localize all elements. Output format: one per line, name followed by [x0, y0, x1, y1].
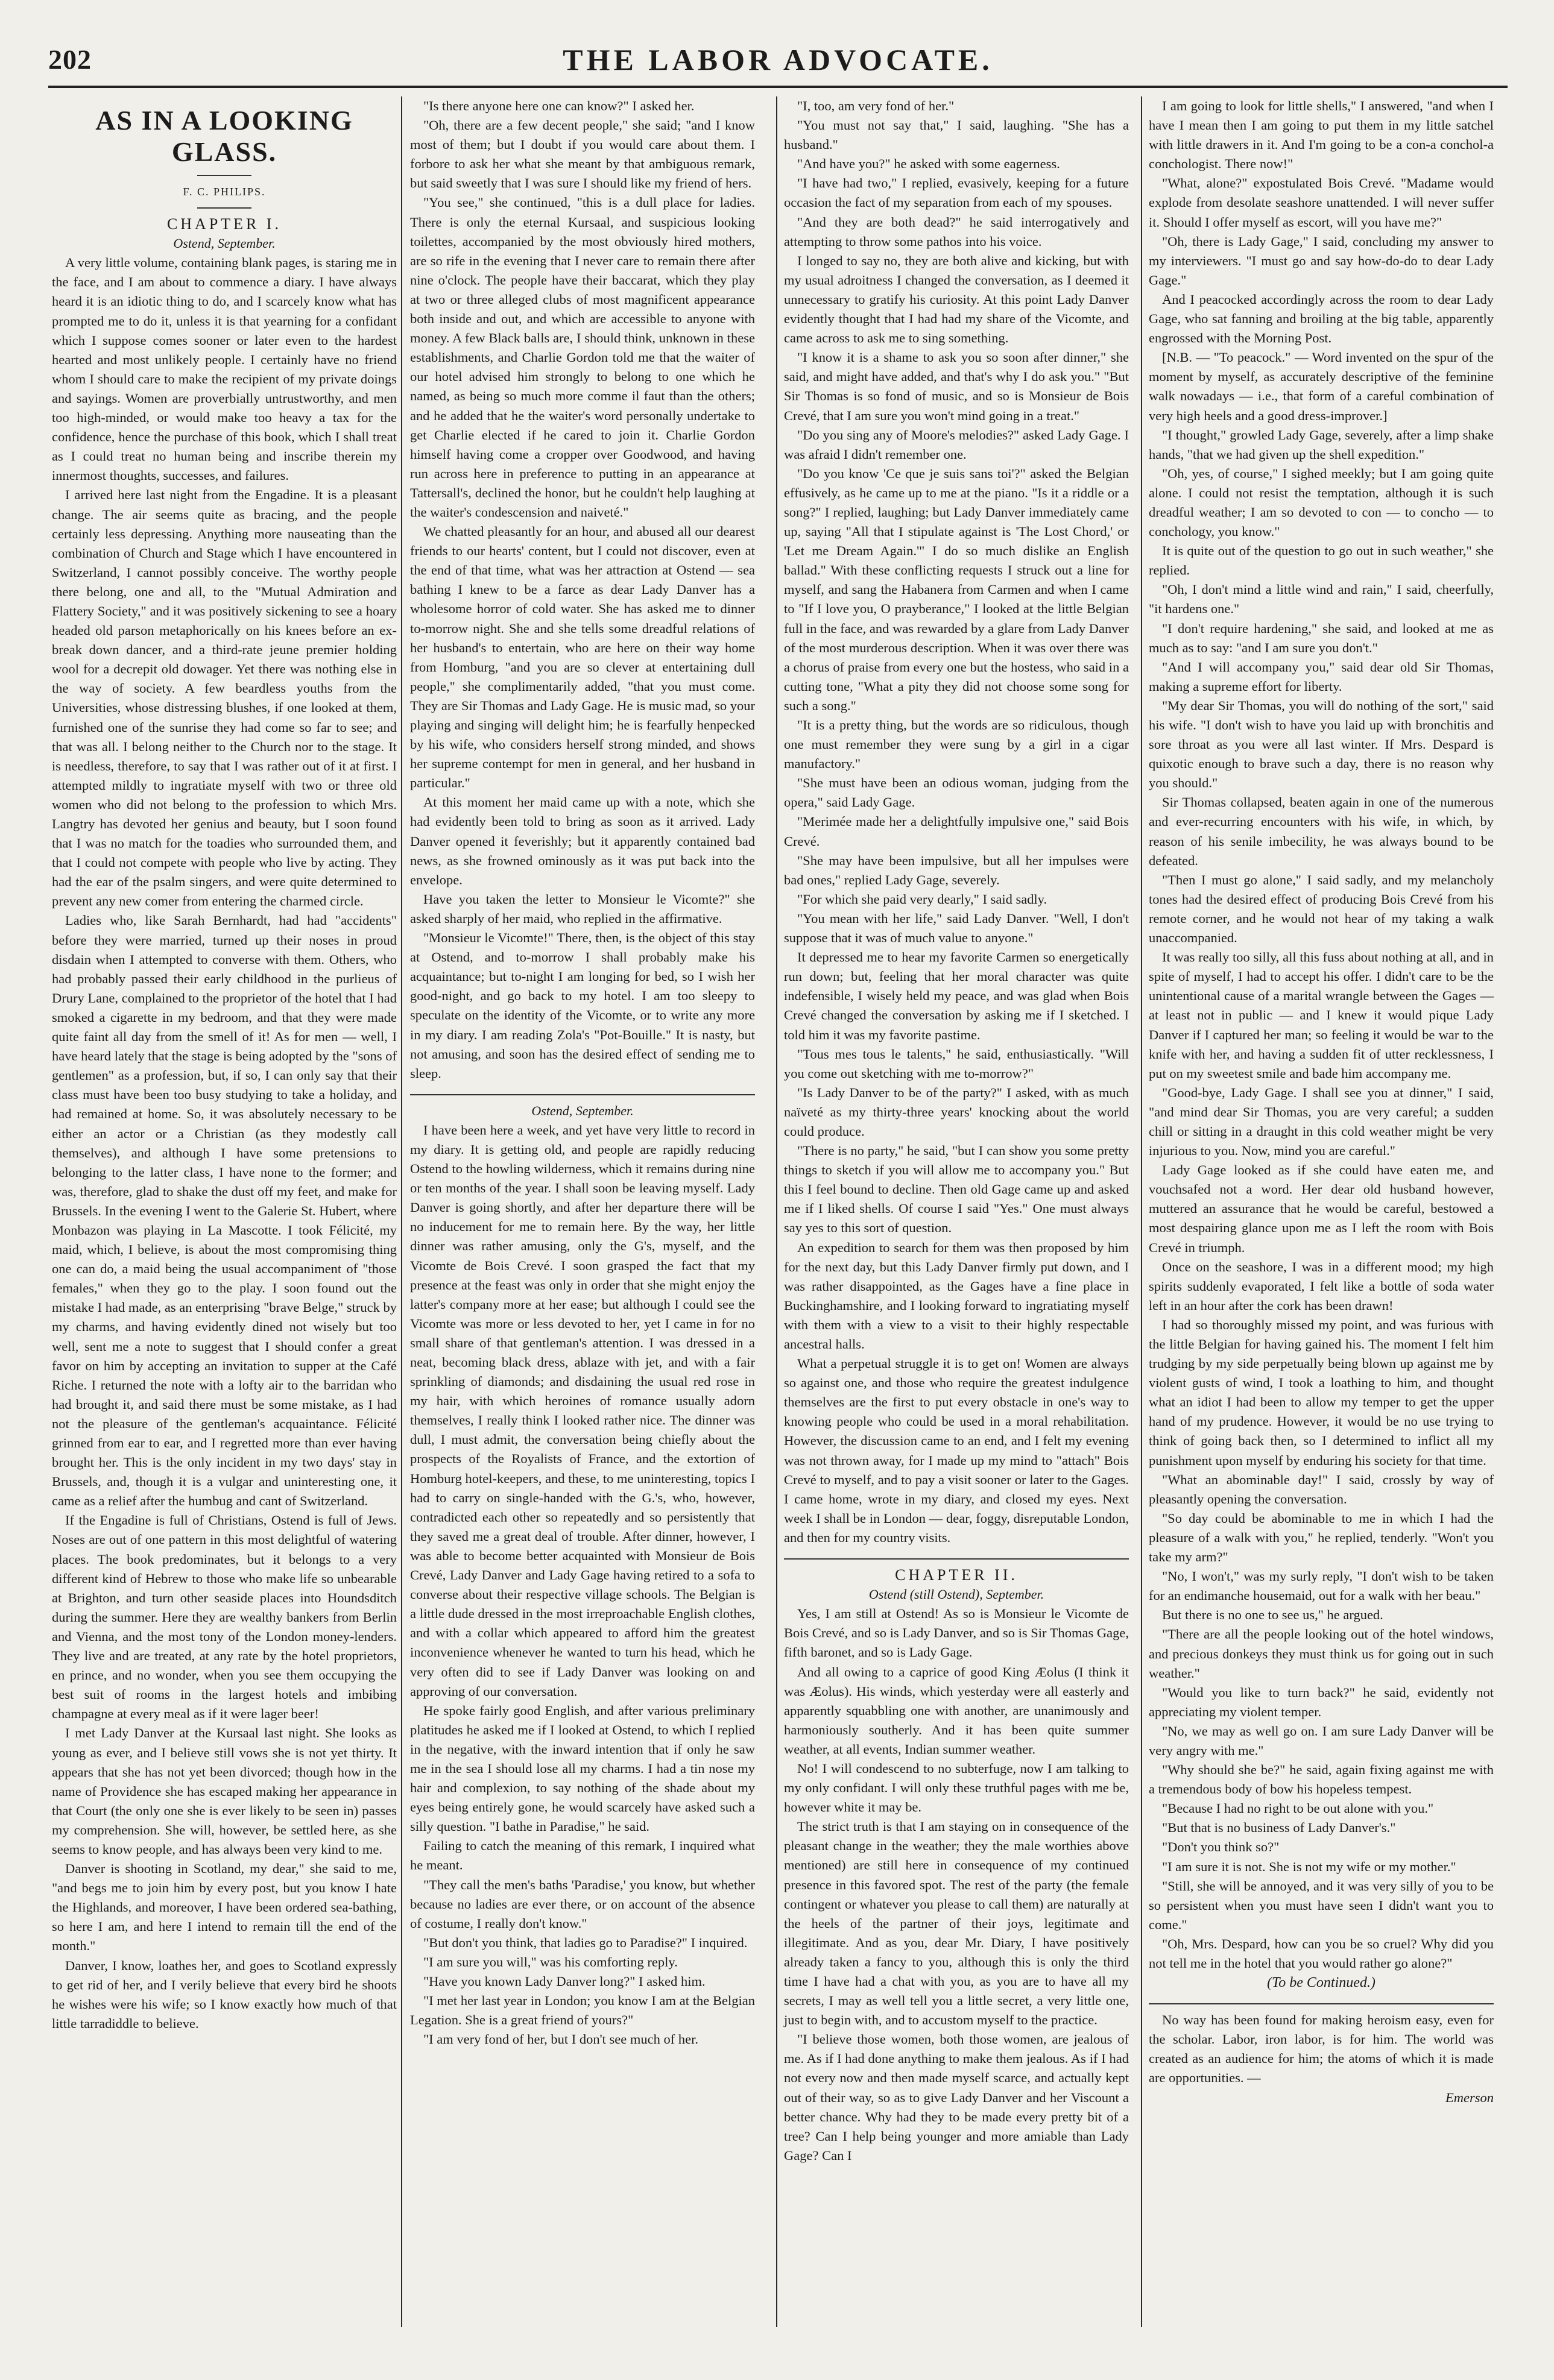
paragraph: And I peacocked accordingly across the room to dear Lady Gage, who sat fanning and broiling at the big table, apparently engrossed with the Morning Post.	[1149, 291, 1494, 346]
paragraph: "So day could be abominable to me in which I had the pleasure of a walk with you," he replied, tenderly. "Won't you take my arm?"	[1149, 1510, 1494, 1565]
paragraph: "I know it is a shame to ask you so soon after dinner," she said, and might have added, and that's why I do ask you." "But Sir Thomas is so fond of music, and so is Monsieur de Bois Crevé, that I am sure you won't mind going in a treat."	[784, 350, 1129, 423]
paragraph: "You must not say that," I said, laughing. "She has a husband."	[784, 118, 1129, 153]
column-divider	[401, 96, 402, 2327]
column-1	[52, 96, 397, 2033]
paragraph: Lady Gage looked as if she could have eaten me, and vouchsafed not a word. Her dear old husband however, muttered an assurance that he would be careful, bestowed a most despairing glance upon me as I left the room with Bois Crevé in triumph.	[1149, 1162, 1494, 1255]
paragraph: "What, alone?" expostulated Bois Crevé. "Madame would explode from desolate seashore unattended. I will never suffer it. Should I offer myself as escort, will you have me?"	[1149, 175, 1494, 230]
paragraph: "You mean with her life," said Lady Danver. "Well, I don't suppose that it was of much value to anyone."	[784, 910, 1129, 946]
paragraph: "I am sure it is not. She is not my wife or my mother."	[1162, 1859, 1456, 1874]
byline-rule	[197, 207, 251, 209]
paragraph: "I met her last year in London; you know I am at the Belgian Legation. She is a great friend of yours?"	[410, 1993, 755, 2028]
paragraph: "Would you like to turn back?" he said, evidently not appreciating my violent temper.	[1149, 1684, 1494, 1719]
paragraph: "She must have been an odious woman, judging from the opera," said Lady Gage.	[784, 775, 1129, 810]
paragraph: "I believe those women, both those women, are jealous of me. As if I had done anything to make them jealous. As if I had not every now and then made myself scarce, and actually kept out of their way, so as to give Lady Danver and her Viscount a better chance. Why had they to be made every pretty bit of a tree? Can I help being younger and more amiable than Lady Gage? Can I	[784, 2032, 1129, 2163]
paragraph: "No, I won't," was my surly reply, "I don't wish to be taken for an endimanche housemaid, out for a walk with her beau."	[1149, 1569, 1494, 1604]
paragraph: "They call the men's baths 'Paradise,' you know, but whether because no ladies are ever there, or on account of the absence of costume, I really don't know."	[410, 1877, 755, 1931]
column-3	[784, 96, 1129, 2165]
title-rule	[197, 175, 251, 176]
paragraph: "I thought," growled Lady Gage, severely, after a limp shake hands, "that we had given up the shell expedition."	[1149, 427, 1494, 462]
paragraph: [N.B. — "To peacock." — Word invented on the spur of the moment by myself, as accurately descriptive of the feminine walk nowadays — i.e., that form of a careful combination of very high heels and a good dress-improver.]	[1149, 350, 1494, 423]
paragraph: It was really too silly, all this fuss about nothing at all, and in spite of myself, I had to accept his offer. I didn't care to be the unintentional cause of a marital wrangle between the Gages — at least not in public — and I knew it would pique Lady Danver if I captured her man; so feeling it would be war to the knife with her, and having a sudden fit of utter recklessness, I put on my sweetest smile and bade him accompany me.	[1149, 949, 1494, 1081]
paragraph: "Don't you think so?"	[1162, 1839, 1280, 1855]
paragraph: Failing to catch the meaning of this remark, I inquired what he meant.	[410, 1838, 755, 1873]
paragraph: "Is there anyone here one can know?" I asked her.	[423, 98, 695, 113]
paragraph: A very little volume, containing blank pages, is staring me in the face, and I am about to commence a diary. I have always heard it is an idiotic thing to do, and I scarcely know what has prompted me to do it, unless it is that yearning for a confidant which I suppose comes sooner or later even to the hardest hearted and most unlikely people. I certainly have no friend whom I should care to make the recipient of my private doings and sayings. Women are proverbially untrustworthy, and men too high-minded, or would make too heavy a tax for the confidence, hence the purchase of this book, which I shall treat as I could treat no human being and inscribe therein my innermost thoughts, successes, and failures.	[52, 255, 397, 483]
quote-paragraph: No way has been found for making heroism easy, even for the scholar. Labor, iron labor, is for him. The world was created as an audience for him; the atoms of which it is made are opportunities. —	[1149, 2012, 1494, 2086]
dateline: Ostend, September.	[531, 1103, 634, 1118]
paragraph: It depressed me to hear my favorite Carmen so energetically run down; but, feeling that her moral character was quite indefensible, I wisely held my peace, and was glad when Bois Crevé changed the conversation by asking me if I sketched. I told him it was my favorite pastime.	[784, 949, 1129, 1042]
paragraph: An expedition to search for them was then proposed by him for the next day, but this Lady Danver firmly put down, and I was rather disappointed, as the Gages have a fine place in Buckinghamshire, and I looking forward to ingratiating myself with them with a view to a visit to their highly respectable ancestral halls.	[784, 1239, 1129, 1352]
paragraph: "Oh, Mrs. Despard, how can you be so cruel? Why did you not tell me in the hotel that you would rather go alone?"	[1149, 1936, 1494, 1971]
paragraph: "I am sure you will," was his comforting reply.	[423, 1954, 678, 1969]
paragraph: "And have you?" he asked with some eagerness.	[797, 156, 1060, 172]
paragraph: Danver, I know, loathes her, and goes to Scotland expressly to get rid of her, and I verily believe that every bird he shoots he wishes were his wife; so I know exactly how much of that little tarradiddle to believe.	[52, 1957, 397, 2031]
column-divider	[1141, 96, 1142, 2327]
paragraph: But there is no one to see us," he argued.	[1162, 1607, 1383, 1623]
paragraph: "I don't require hardening," she said, and looked at me as much as to say: "and I am sure you don't."	[1149, 620, 1494, 655]
paragraph: It is quite out of the question to go out in such weather," she replied.	[1149, 543, 1494, 578]
paragraph: "Then I must go alone," I said sadly, and my melancholy tones had the desired effect of producing Bois Crevé from his remote corner, and he would not hear of my taking a walk unaccompanied.	[1149, 872, 1494, 946]
paragraph: "Tous mes tous le talents," he said, enthusiastically. "Will you come out sketching with me to-morrow?"	[784, 1046, 1129, 1081]
paragraph: What a perpetual struggle it is to get on! Women are always so against one, and those who require the greatest indulgence themselves are the first to put every obstacle in one's way to knowing people who could be used in a moral rehabilitation. However, the discussion came to an end, and I felt my evening was not thrown away, for I made up my mind to "attach" Bois Crevé to myself, and to pay a visit sooner or later to the Gages. I came home, wrote in my diary, and closed my eyes. Next week I shall be in London — dear, foggy, disreputable London, and then for my country visits.	[784, 1356, 1129, 1545]
paragraph: I arrived here last night from the Engadine. It is a pleasant change. The air seems quite as bracing, and the people certainly less depressing. Anything more nauseating than the combination of Church and Stage which I have encountered in Switzerland, I cannot possibly conceive. The worthy people there belong, one and all, to the "Mutual Admiration and Flattery Society," and it was positively sickening to see a hoary headed old parson metaphorically on his knees before an ex-break down dancer, and a third-rate jeune premier holding wool for a decrepit old dowager. Yet there was nothing else in the way of society. A few beardless youths from the Universities, whose distressing blushes, if one looked at them, furnished one of the sunrise they had come so far to see; and that was all. I belong neither to the Church nor to the stage. It is needless, therefore, to say that I was rather out of it at first. I attempted mildly to ingratiate myself with two or three old women who did not belong to the profession to which Mrs. Langtry has devoted her genius and beauty, but I soon found that I was no match for the toadies who surrounded them, and that I could not compete with people who live by acting. They had the ear of the psalm singers, and were quite determined to prevent any new comer from entering the charmed circle.	[52, 487, 397, 909]
dateline: Ostend, September.	[173, 236, 276, 251]
paragraph: "Merimée made her a delightfully impulsive one," said Bois Crevé.	[784, 814, 1129, 849]
section-rule	[1149, 2003, 1494, 2004]
paragraph: "And I will accompany you," said dear old Sir Thomas, making a supreme effort for liberty.	[1149, 659, 1494, 694]
section-rule	[410, 1094, 755, 1095]
paragraph: "Oh, there are a few decent people," she said; "and I know most of them; but I doubt if you would care about them. I forbore to ask her what she meant by that ambiguous remark, but said sweetly that I was sure I should like my friend of hers.	[410, 118, 755, 191]
paragraph: "Do you know 'Ce que je suis sans toi'?" asked the Belgian effusively, as he came up to me at the piano. "Is it a riddle or a song?" I replied, laughing; but Lady Danver immediately came up, saying "All that I stipulate against is 'The Lost Chord,' or 'Let me Dream Again.'" I do so much dislike an English ballad." With these conflicting requests I struck out a line for myself, and sang the Habanera from Carmen and when I came to "If I love you, O prayberance," I looked at the little Belgian full in the face, and was rewarded by a glare from Lady Danver of the most murderous description. When it was over there was a chorus of praise from every one but the hostess, who said in a cutting tone, "What a pity they did not choose some song for such a song."	[784, 465, 1129, 713]
paragraph: Ladies who, like Sarah Bernhardt, had had "accidents" before they were married, turned up their noses in proud disdain when I attempted to converse with them. Others, who had probably passed their early childhood in the purlieus of Drury Lane, complained to the proprietor of the hotel that I had smoked a cigarette in my bedroom, and that they were made quite faint all day from the smell of it! As for men — well, I have heard lately that the stage is being adopted by the "sons of gentlemen" as a profession, but, if so, I can only say that their class must have been too busy studying to take a holiday, and had remained at home. So, it was absolutely necessary to be either an actor or a Christian (as they modestly call themselves), and although I have some pretensions to belonging to the latter class, I have none to the former; and was, therefore, glad to shake the dust off my feet, and make for Brussels. In the evening I went to the Galerie St. Hubert, where Monbazon was playing in La Mascotte. I took Félicité, my maid, which, I believe, is about the most compromising thing one can do, a maid being the usual accompaniment of "those females," when they go to the play. I soon found out the mistake I had made, as an enterprising "brave Belge," struck by my charms, and having evidently dined not wisely but too well, sent me a note to suggest that I should confer a great favor on him by accepting an invitation to supper at the Café Riche. I returned the note with a lofty air to the barridan who had brought it, and said there must be some mistake, as I had not the pleasure of the gentleman's acquaintance. Félicité grinned from ear to ear, and I regretted more than ever having brought her. This is the only incident in my two days' stay in Brussels, and, though it is a vulgar and uninteresting one, it came as a relief after the humbug and cant of Switzerland.	[52, 913, 397, 1509]
paragraph: I have been here a week, and yet have very little to record in my diary. It is getting old, and people are rapidly reducing Ostend to the howling wilderness, which it remains during nine or ten months of the year. I shall soon be leaving myself. Lady Danver is going shortly, and after her departure there will be no inducement for me to remain here. By the way, her little dinner was rather amusing, only the G's, myself, and the Vicomte de Bois Crevé. I soon grasped the fact that my presence at the feast was only in order that she might enjoy the latter's company more at her ease; but although I could see the Vicomte was more or less devoted to her, yet I came in for no small share of that gentleman's attention. I was dressed in a neat, becoming black dress, ablaze with jet, and with a fair sprinkling of diamonds; and disdaining the usual red rose in my hair, with which heroines of romance usually adorn themselves, I really think I looked rather nice. The dinner was dull, I must admit, the conversation being chiefly about the prospects of the Royalists of France, and the extortion of Homburg hotel-keepers, and these, to me uninteresting, topics I had to carry on single-handed with the G.'s, who, however, contradicted each other so repeatedly and so persistently that they saved me a great deal of trouble. After dinner, however, I was able to become better acquainted with Monsieur de Bois Crevé, Lady Danver and Lady Gage having retired to a sofa to converse about their respective village schools. The Belgian is a little dude dressed in the most irreproachable English clothes, and with a collar which appeared to afford him the greatest inconvenience whenever he wanted to turn his head, which he very often did to see if Lady Danver was looking on and approving of our conversation.	[410, 1122, 755, 1699]
paragraph: No! I will condescend to no subterfuge, now I am talking to my only confidant. I will only these truthful pages with me be, however white it may be.	[784, 1760, 1129, 1815]
paragraph: "Oh, yes, of course," I sighed meekly; but I am going quite alone. I could not resist the temptation, although it is such dreadful weather; I am so devoted to con — to concho — to conchology, you know."	[1149, 465, 1494, 540]
paragraph: "Is Lady Danver to be of the party?" I asked, with as much naïveté as my thirty-three years' knocking about the world could produce.	[784, 1085, 1129, 1139]
paragraph: "I, too, am very fond of her."	[797, 98, 955, 113]
chapter-heading: CHAPTER I.	[166, 215, 282, 233]
paragraph: "There is no party," he said, "but I can show you some pretty things to sketch if you will allow me to accompany you." But this I feel bound to decline. Then old Gage came up and asked me if I liked shells. Of course I said "Yes." One must always say yes to this sort of question.	[784, 1143, 1129, 1236]
column-4	[1149, 96, 1494, 2108]
paragraph: The strict truth is that I am staying on in consequence of the pleasant change in the weather; they the male worthies above mentioned) are still here in consequence of my continued presence in this favored spot. The rest of the party (the female contingent or whatever you please to call them) are naturally at the heels of the partner of their joys, legitimate and illegitimate. And as you, dear Mr. Diary, I have positively already taken a fancy to you, although this is only the third time I have had a chat with you, as you are to have all my secrets, I may as well tell you a little secret, a very little one, just to begin with, and to accustom myself to the practice.	[784, 1819, 1129, 2028]
paragraph: Danver is shooting in Scotland, my dear," she said to me, "and begs me to join him by every post, but you know I hate the Highlands, and moreover, I have been ordered sea-bathing, so here I am, and here I intend to remain till the end of the month."	[52, 1861, 397, 1954]
paragraph: "Oh, there is Lady Gage," I said, concluding my answer to my interviewers. "I must go and say how-do-do to dear Lady Gage."	[1149, 233, 1494, 288]
paragraph: "Still, she will be annoyed, and it was very silly of you to be so persistent when you must have seen I didn't want you to come."	[1149, 1878, 1494, 1932]
paragraph: Yes, I am still at Ostend! As so is Monsieur le Vicomte de Bois Crevé, and so is Lady Danver, and so is Sir Thomas Gage, fifth baronet, and so is Lady Gage.	[784, 1606, 1129, 1660]
paragraph: "I am very fond of her, but I don't see much of her.	[423, 2032, 698, 2047]
paragraph: "No, we may as well go on. I am sure Lady Danver will be very angry with me."	[1149, 1723, 1494, 1758]
paragraph: "I have had two," I replied, evasively, keeping for a future occasion the fact of my separation from each of my spouses.	[784, 175, 1129, 210]
paragraph: "Oh, I don't mind a little wind and rain," I said, cheerfully, "it hardens one."	[1149, 582, 1494, 617]
paragraph: "For which she paid very dearly," I said sadly.	[797, 891, 1047, 907]
quote-attribution: Emerson	[1445, 2089, 1494, 2105]
paragraph: "Good-bye, Lady Gage. I shall see you at dinner," I said, "and mind dear Sir Thomas, you are very careful; a sudden chill or sitting in a draught in this cold weather might be very injurious to you. Now, mind you are careful."	[1149, 1085, 1494, 1159]
paragraph: "You see," she continued, "this is a dull place for ladies. There is only the eternal Kursaal, and suspicious looking toilettes, accompanied by the most obviously hired mothers, are so rife in the evening that I never care to remain there after nine o'clock. The people have their baccarat, which they play at two or three alleged clubs of most magnificent appearance both inside and out, and which are accessible to anyone with money. A few Black balls are, I should think, unknown in these establishments, and Charlie Gordon told me that the waiter of our hotel advised him strongly to belong to one which he named, as being so much more comme il faut than the others; and he added that he the waiter's word personally undertake to get Charlie elected if he cared to join it. Charlie Gordon himself having come a cropper over Goodwood, and having run across here in preference to putting in an appearance at Tattersall's, declined the honor, but he couldn't help laughing at the waiter's condescension and naiveté."	[410, 195, 755, 520]
paragraph: Have you taken the letter to Monsieur le Vicomte?" she asked sharply of her maid, who replied in the affirmative.	[410, 891, 755, 926]
paragraph: I longed to say no, they are both alive and kicking, but with my usual adroitness I changed the conversation, as I deemed it unnecessary to gratify his curiosity. At this point Lady Danver evidently thought that I had had my share of the Vicomte, and came across to ask me to sing something.	[784, 253, 1129, 346]
paragraph: "She may have been impulsive, but all her impulses were bad ones," replied Lady Gage, severely.	[784, 852, 1129, 887]
paragraph: "Have you known Lady Danver long?" I asked him.	[423, 1974, 706, 1989]
column-2	[410, 96, 755, 2049]
continued-note: (To be Continued.)	[1267, 1975, 1376, 1991]
paragraph: At this moment her maid came up with a note, which she had evidently been told to bring as soon as it arrived. Lady Danver opened it feverishly; but it apparently contained bad news, as she frowned ominously as it was put back into the envelope.	[410, 795, 755, 887]
paragraph: Once on the seashore, I was in a different mood; my high spirits suddenly evaporated, I felt like a bottle of soda water left in an hour after the cork has been drawn!	[1149, 1259, 1494, 1313]
paragraph: And all owing to a caprice of good King Æolus (I think it was Æolus). His winds, which yesterday were all easterly and apparently squabbling one with another, are unanimously and harmoniously southerly. And it has been quite summer weather, at all events, Indian summer weather.	[784, 1664, 1129, 1757]
story-title: AS IN A LOOKING GLASS.	[95, 105, 353, 167]
paragraph: I am going to look for little shells," I answered, "and when I have I mean then I am going to put them in my little satchel with little drawers in it. And I'm going to be a con-a conchol-a conchologist. There now!"	[1149, 98, 1494, 172]
paragraph: "But that is no business of Lady Danver's."	[1162, 1820, 1396, 1836]
paragraph: "There are all the people looking out of the hotel windows, and precious donkeys they must think us for going out in such weather."	[1149, 1626, 1494, 1681]
section-rule	[784, 1558, 1129, 1560]
paragraph: "But don't you think, that ladies go to Paradise?" I inquired.	[423, 1935, 748, 1950]
paragraph: "Why should she be?" he said, again fixing against me with a tremendous body of bow his hopeless tempest.	[1149, 1762, 1494, 1797]
paragraph: "It is a pretty thing, but the words are so ridiculous, though one must remember they were sung by a girl in a cigar manufactory."	[784, 717, 1129, 772]
paragraph: "Monsieur le Vicomte!" There, then, is the object of this stay at Ostend, and to-morrow I shall probably make his acquaintance; but to-night I am longing for bed, so I wish her good-night, and go back to my hotel. I am too sleepy to speculate on the identity of the Vicomte, or to write any more in my diary. I am reading Zola's "Pot-Bouille." It is nasty, but not amusing, and soon has the desired effect of sending me to sleep.	[410, 930, 755, 1081]
paragraph: "Do you sing any of Moore's melodies?" asked Lady Gage. I was afraid I didn't remember one.	[784, 427, 1129, 462]
page-header	[48, 42, 1508, 81]
dateline: Ostend (still Ostend), September.	[868, 1587, 1044, 1602]
paragraph: Sir Thomas collapsed, beaten again in one of the numerous and ever-recurring encounters with his wife, in which, by reason of his senile imbecility, he was always bound to be defeated.	[1149, 795, 1494, 868]
paragraph: "Because I had no right to be out alone with you."	[1162, 1801, 1434, 1816]
masthead: THE LABOR ADVOCATE.	[563, 43, 993, 77]
paragraph: I had so thoroughly missed my point, and was furious with the little Belgian for having gained his. The moment I felt him trudging by my side perpetually being blown up against me by violent gusts of wind, I took a loathing to him, and thought what an idiot I had been to allow my temper to get the upper hand of my prudence. However, it would be no use trying to think of going back then, so I determined to inflict all my punishment upon myself by enduring his society for that time.	[1149, 1317, 1494, 1468]
page-number: 202	[48, 44, 92, 75]
paragraph: He spoke fairly good English, and after various preliminary platitudes he asked me if I looked at Ostend, to which I replied in the negative, with the inward intention that if only he saw me in the sea I should lose all my charms. I had a tin nose my hair and complexion, to say nothing of the shade about my eyes being entirely gone, he would scarcely have asked such a silly question. "I bathe in Paradise," he said.	[410, 1702, 755, 1834]
paragraph: I met Lady Danver at the Kursaal last night. She looks as young as ever, and I believe still vows she is not yet thirty. It appears that she has not yet been divorced; though how in the name of Providence she has escaped making her appearance in that Court (the only one she is ever likely to be seen in) passes my comprehension. She will, however, be settled here, as she seems to know people, and has always been very kind to me.	[52, 1725, 397, 1857]
paragraph: If the Engadine is full of Christians, Ostend is full of Jews. Noses are out of one pattern in this most delightful of watering places. The book predominates, but it belongs to a very different kind of Hebrew to those who make life so unbearable at Brighton, and turn other seaside places into Houndsditch during the summer. Here they are wealthy bankers from Berlin and Vienna, and the most tony of the London money-lenders. They live and are treated, at any rate by the hotel proprietors, en prince, and no wonder, when you see them occupying the best suit of rooms in the largest hotels and imbibing champagne at every meal as if it were lager beer!	[52, 1513, 397, 1722]
paragraph: We chatted pleasantly for an hour, and abused all our dearest friends to our hearts' content, but I could not discover, even at the end of that time, what was her attraction at Ostend — sea bathing I knew to be a farce as dear Lady Danver has a wholesome horror of cold water. She has asked me to dinner to-morrow night. She and she tells some dreadful relations of her husband's to entertain, who are here on their way home from Homburg, "and you are so clever at entertaining dull people," she complimentarily added, "that you must come. They are Sir Thomas and Lady Gage. He is music mad, so your playing and singing will delight him; he is fearfully henpecked by his wife, who considers herself strong minded, and shows her supreme contempt for men in general, and her husband in particular."	[410, 524, 755, 791]
paragraph: "And they are both dead?" he said interrogatively and attempting to throw some pathos into his voice.	[784, 214, 1129, 249]
header-rule	[48, 86, 1508, 88]
story-byline: F. C. PHILIPS.	[183, 186, 266, 198]
chapter-heading: CHAPTER II.	[895, 1566, 1018, 1584]
paragraph: "What an abominable day!" I said, crossly by way of pleasantly opening the conversation.	[1149, 1472, 1494, 1506]
column-divider	[776, 96, 777, 2327]
paragraph: "My dear Sir Thomas, you will do nothing of the sort," said his wife. "I don't wish to have you laid up with bronchitis and sore throat as you were all last winter. If Mrs. Despard is quixotic enough to brave such a day, there is no reason why you should."	[1149, 697, 1494, 791]
